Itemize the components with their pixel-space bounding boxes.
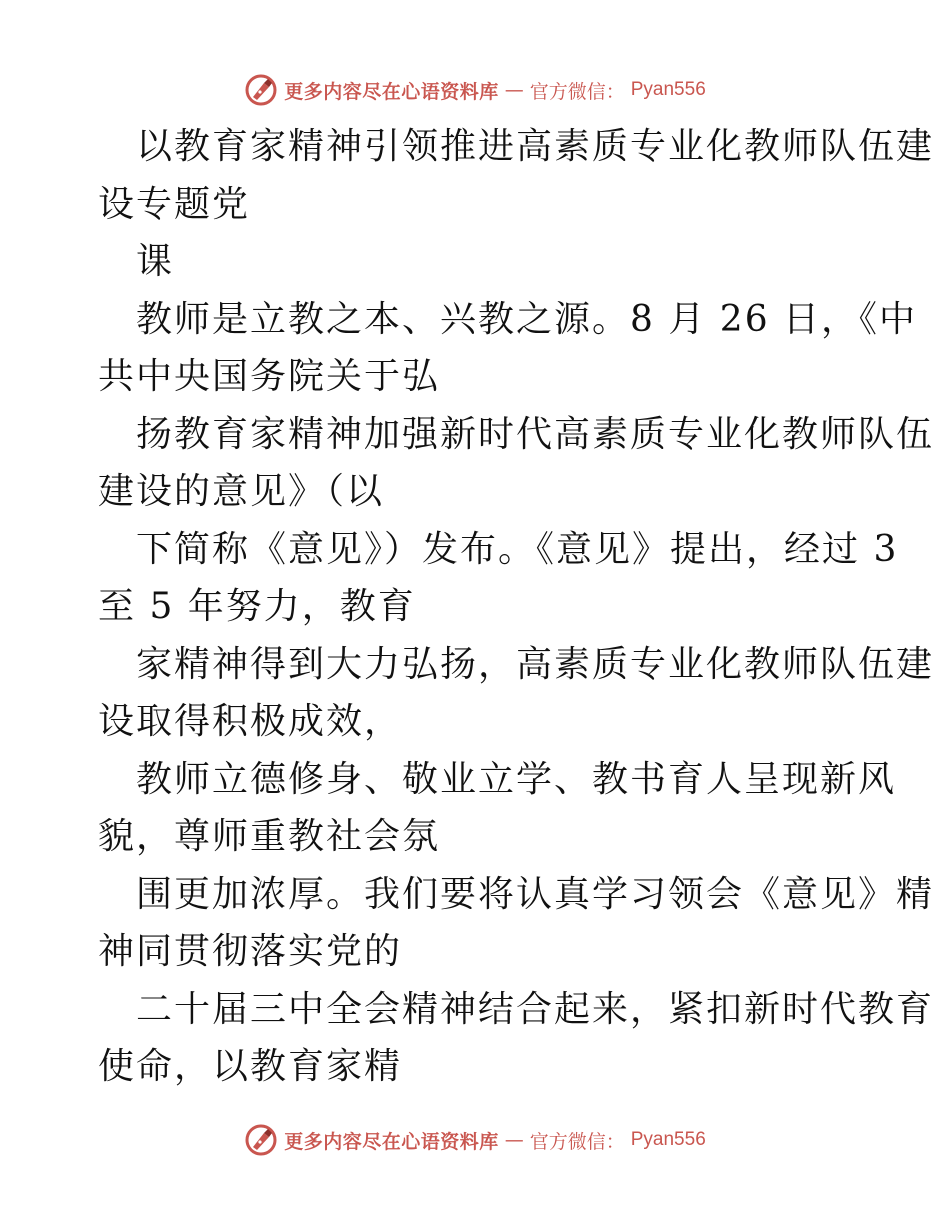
text-line: 下简称《意见》）发布。《意见》提出，经过 3 bbox=[136, 528, 899, 570]
text-line: 设取得积极成效， bbox=[98, 701, 403, 742]
watermark-dash: — bbox=[504, 79, 524, 101]
text-line: 教师是立教之本、兴教之源。8 月 26 日，《中 bbox=[136, 298, 918, 340]
text-line: 设专题党 bbox=[98, 183, 251, 225]
text-line: 建设的意见》（以 bbox=[98, 471, 385, 512]
text-line: 至 5 年努力，教育 bbox=[98, 586, 416, 627]
text-line: 共中央国务院关于弘 bbox=[98, 356, 441, 397]
text-line: 神同贯彻落实党的 bbox=[98, 931, 403, 972]
footer-watermark bbox=[0, 1120, 950, 1160]
text-line: 围更加浓厚。我们要将认真学习领会《意见》精 bbox=[136, 873, 935, 915]
text-line: 貌，尊师重教社会氛 bbox=[98, 816, 441, 857]
text-line: 二十届三中全会精神结合起来，紧扣新时代教育 bbox=[136, 988, 935, 1030]
watermark-brand-text: 更多内容尽在心语资料库 bbox=[284, 80, 499, 103]
watermark-wechat-label: 官方微信： bbox=[529, 1130, 625, 1153]
document-body bbox=[98, 118, 935, 1096]
watermark-brand-text: 更多内容尽在心语资料库 bbox=[284, 1130, 499, 1153]
watermark-dash: — bbox=[504, 1129, 524, 1151]
watermark-wechat-label: 官方微信： bbox=[529, 80, 625, 103]
text-line: 教师立德修身、敬业立学、教书育人呈现新风 bbox=[136, 758, 897, 800]
header-watermark bbox=[0, 70, 950, 110]
text-line: 使命，以教育家精 bbox=[98, 1046, 403, 1087]
text-line: 以教育家精神引领推进高素质专业化教师队伍建 bbox=[136, 126, 935, 167]
watermark-wechat-id: Pyan556 bbox=[630, 79, 706, 100]
pen-nib-logo-icon bbox=[244, 73, 278, 107]
watermark-wechat-id: Pyan556 bbox=[630, 1129, 706, 1150]
text-line: 扬教育家精神加强新时代高素质专业化教师队伍 bbox=[136, 413, 935, 455]
pen-nib-logo-icon bbox=[244, 1123, 278, 1157]
text-line: 家精神得到大力弘扬，高素质专业化教师队伍建 bbox=[136, 643, 935, 685]
text-line: 课 bbox=[136, 241, 175, 282]
